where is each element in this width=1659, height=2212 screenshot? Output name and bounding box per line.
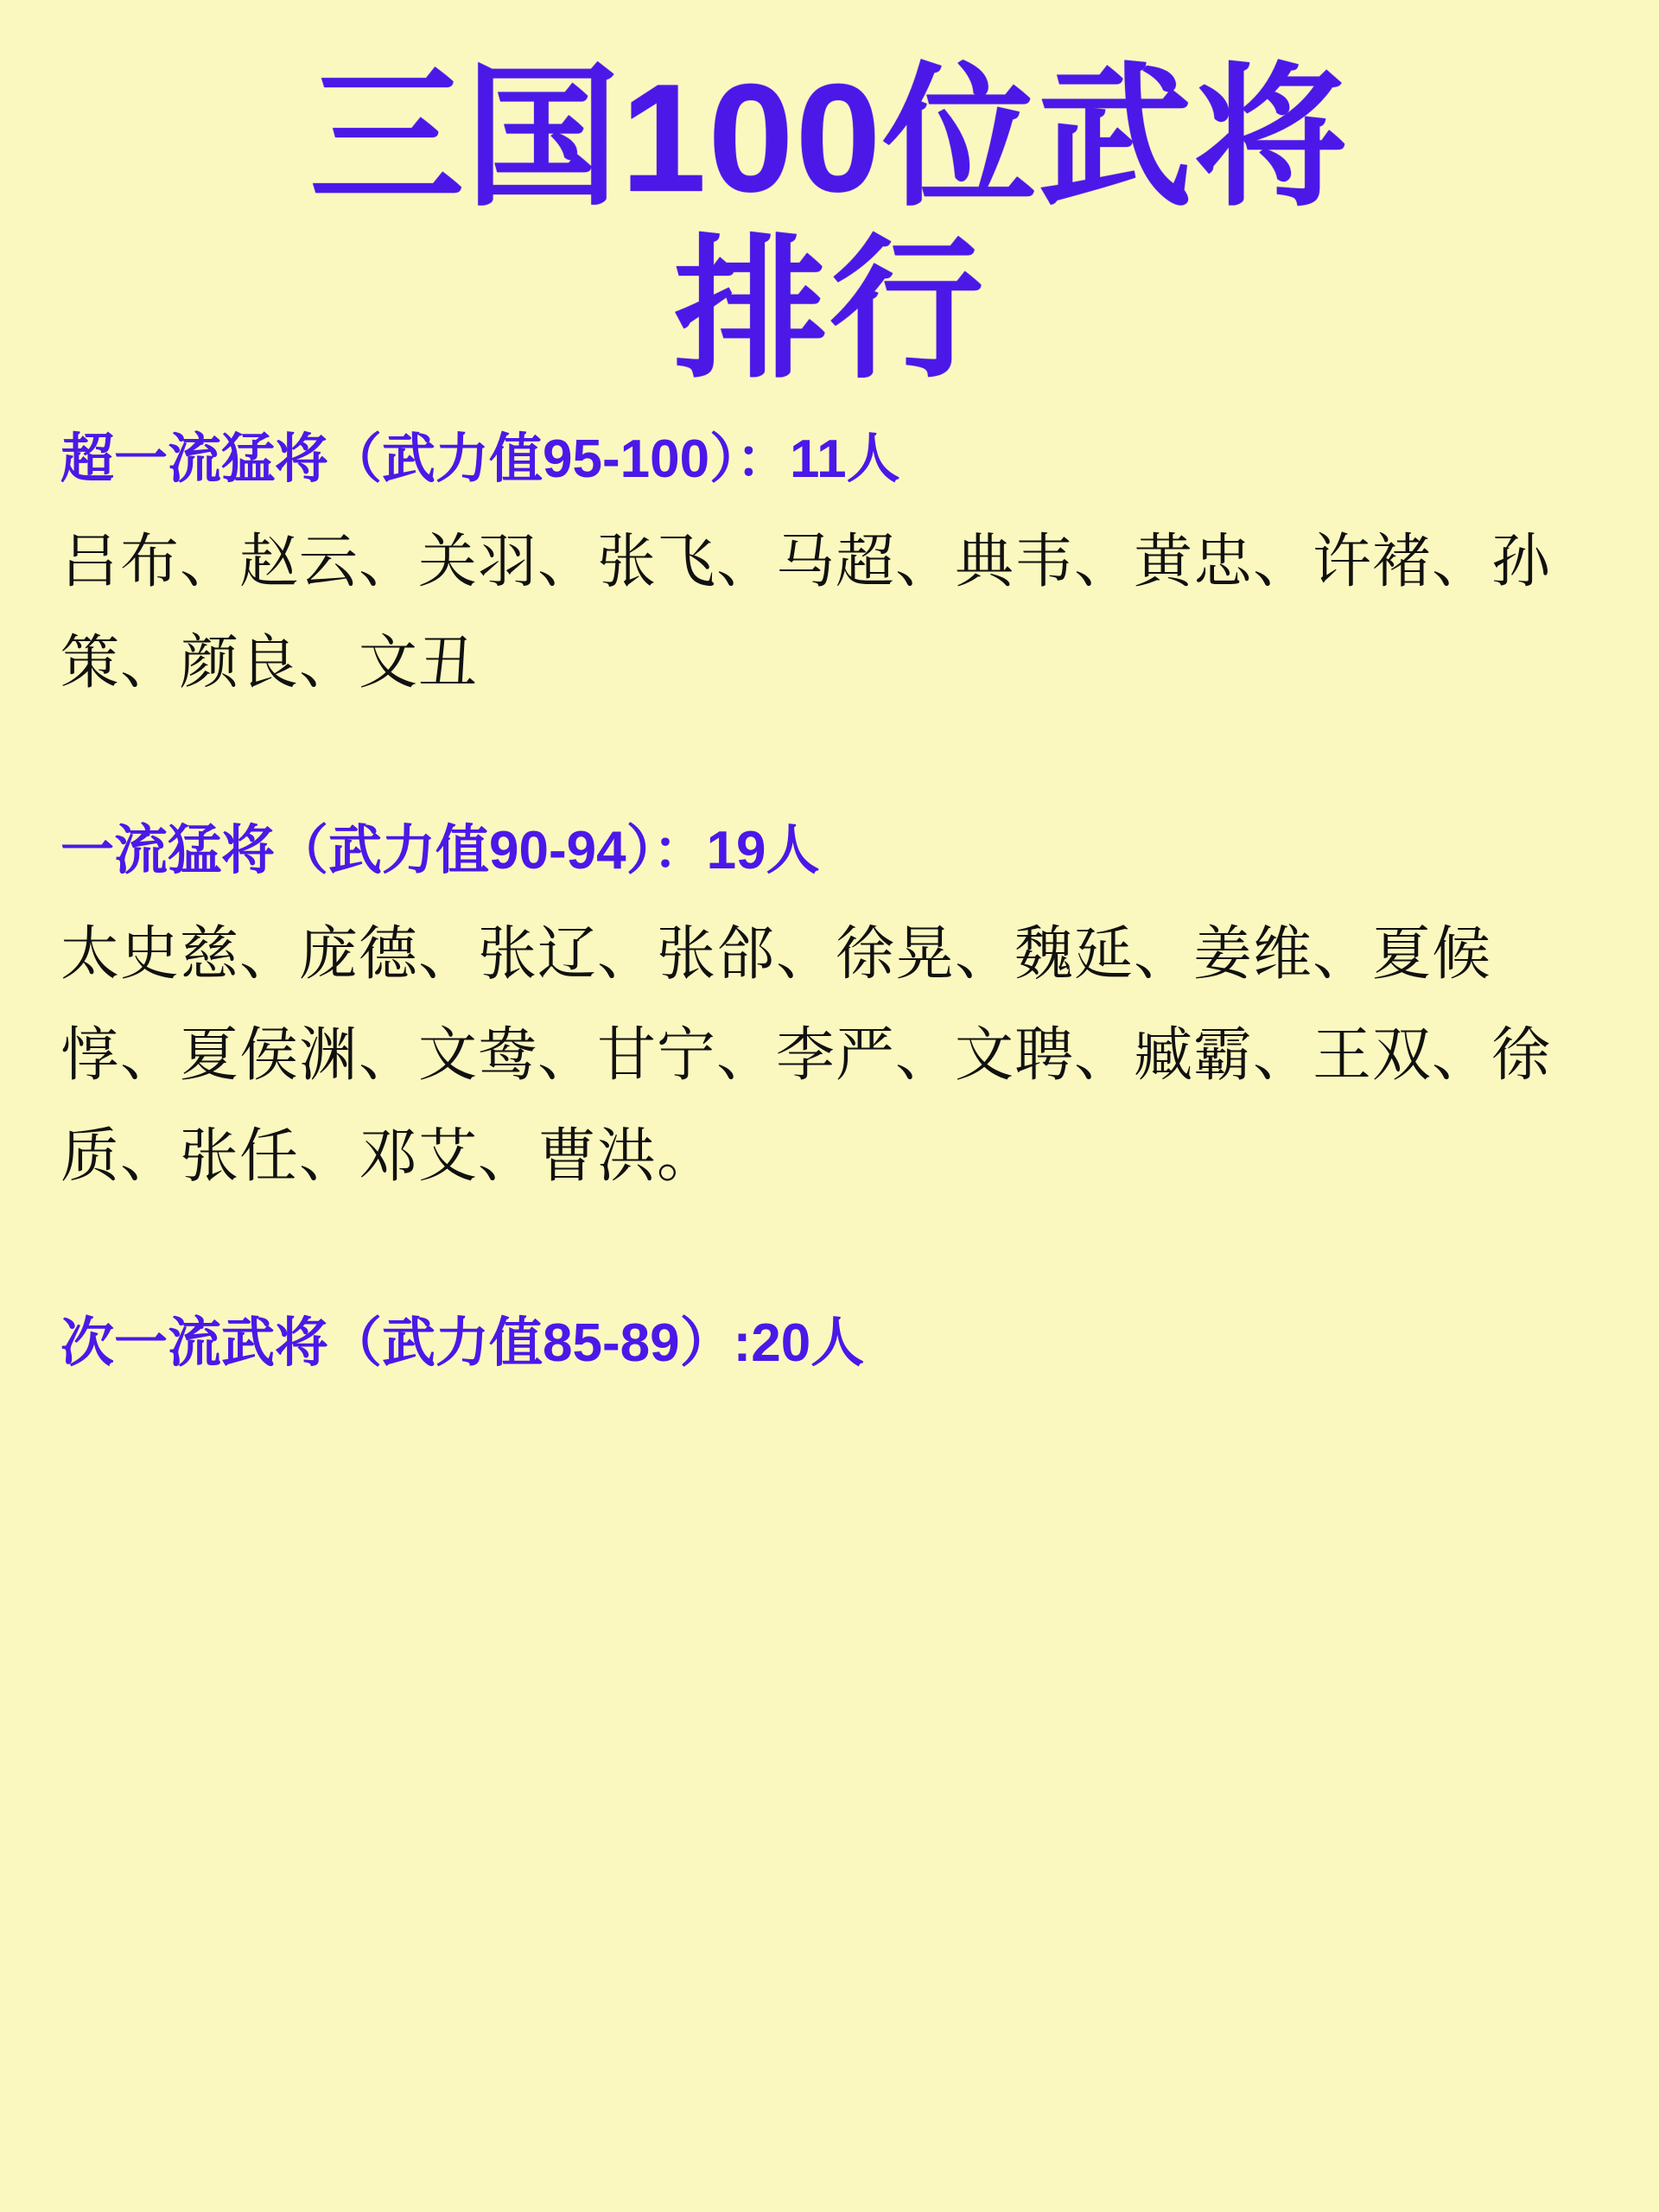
section-second-tier <box>60 1310 1599 1377</box>
section-first-tier <box>60 817 1599 1206</box>
section-spacer <box>60 1206 1599 1281</box>
page-title-line-2: 排行 <box>674 224 985 397</box>
section-spacer <box>60 714 1599 788</box>
section-heading: 一流猛将（武力值90-94）：19人 <box>60 821 820 881</box>
section-name-list: 太史慈、庞德、张辽、张郃、徐晃、魏延、姜维、夏候惇、夏侯渊、文鸯、甘宁、李严、文聘、臧霸、王双、徐质、张任、邓艾、曹洪。 <box>60 920 1552 1189</box>
page-title <box>60 52 1599 397</box>
page-title-line-1: 三国100位武将 <box>309 52 1350 224</box>
section-super-first-tier <box>60 426 1599 714</box>
section-name-list: 吕布、赵云、关羽、张飞、马超、典韦、黄忠、许褚、孙策、颜良、文丑 <box>60 529 1552 696</box>
section-heading: 超一流猛将（武力值95-100）：11人 <box>60 429 900 489</box>
section-heading: 次一流武将（武力值85-89）:20人 <box>60 1313 865 1374</box>
